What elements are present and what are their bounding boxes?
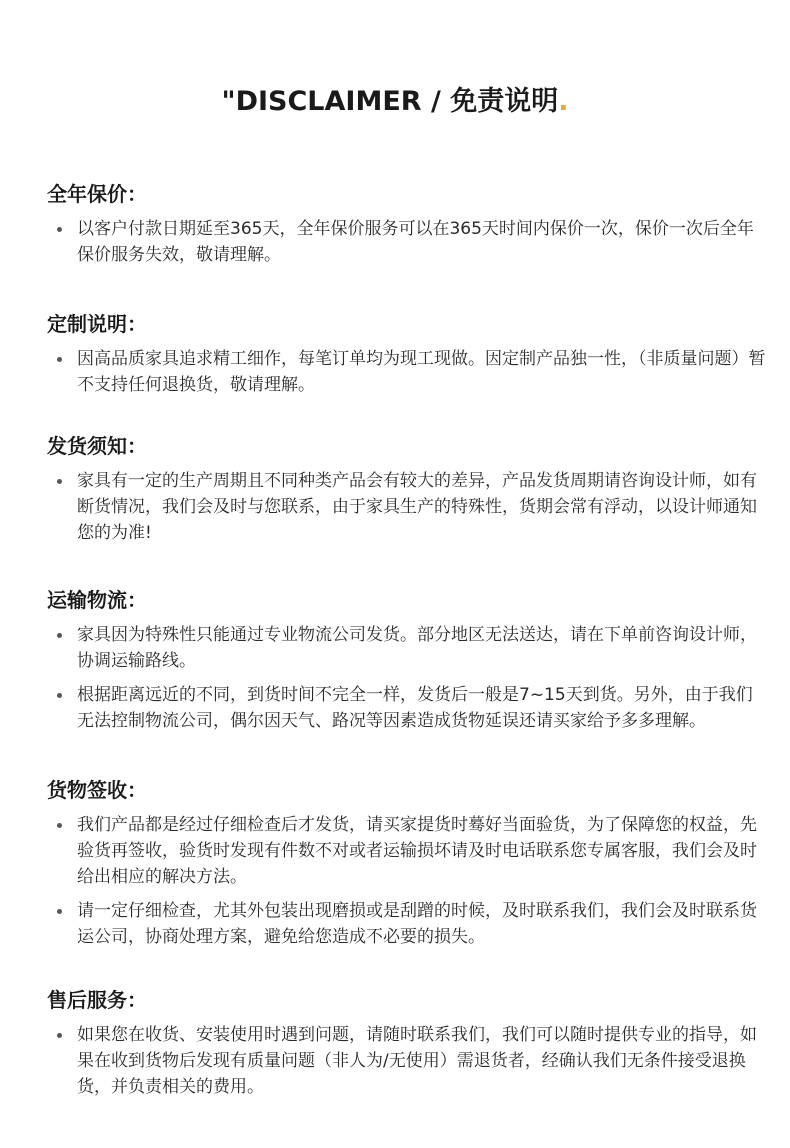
- list-item-text: 我们产品都是经过仔细检查后才发货，请买家提货时蓦好当面验货，为了保障您的权益，先验货再签收，验货时发现有件数不对或者运输损坏请及时电话联系您专属客服，我们会及时给出相应的解决方法。: [77, 815, 757, 887]
- list-item-text: 以客户付款日期延至365天，全年保价服务可以在365天时间内保价一次，保价一次后全年保价服务失效，敬请理解。: [77, 219, 754, 265]
- list-item: [47, 898, 767, 950]
- list-item: [47, 622, 767, 674]
- list-item: [47, 1022, 767, 1100]
- section-annual-price-protection: [47, 180, 767, 276]
- bullet-icon: [57, 823, 62, 828]
- section-heading: 定制说明：: [47, 312, 147, 336]
- section-heading: 发货须知：: [47, 434, 147, 458]
- list-item: [47, 216, 767, 268]
- section-heading: 货物签收：: [47, 778, 147, 802]
- bullet-icon: [57, 633, 62, 638]
- bullet-icon: [57, 909, 62, 914]
- bullet-icon: [57, 227, 62, 232]
- page-title-text: "DISCLAIMER / 免责说明: [221, 86, 559, 117]
- list-item-text: 请一定仔细检查，尤其外包装出现磨损或是刮蹭的时候，及时联系我们，我们会及时联系货运公司，协商处理方案，避免给您造成不必要的损失。: [77, 901, 757, 947]
- page-title: [0, 84, 790, 120]
- list-item: [47, 812, 767, 890]
- list-item: [47, 346, 767, 398]
- list-item-text: 因高品质家具追求精工细作，每笔订单均为现工现做。因定制产品独一性，（非质量问题）暂不支持任何退换货，敬请理解。: [77, 349, 766, 395]
- list-item: [47, 468, 767, 546]
- list-item-text: 根据距离远近的不同，到货时间不完全一样，发货后一般是7~15天到货。另外，由于我们无法控制物流公司，偶尔因天气、路况等因素造成货物延误还请买家给予多多理解。: [77, 685, 753, 731]
- section-heading: 运输物流：: [47, 588, 147, 612]
- list-item-text: 家具有一定的生产周期且不同种类产品会有较大的差异，产品发货周期请咨询设计师，如有断货情况，我们会及时与您联系，由于家具生产的特殊性，货期会常有浮动，以设计师通知您的为准!: [77, 471, 757, 543]
- section-heading: 全年保价：: [47, 182, 147, 206]
- list-item: [47, 682, 767, 734]
- section-heading: 售后服务：: [47, 988, 147, 1012]
- list-item-text: 家具因为特殊性只能通过专业物流公司发货。部分地区无法送达，请在下单前咨询设计师，协调运输路线。: [77, 625, 757, 671]
- section-shipping-notice: [47, 432, 767, 554]
- bullet-icon: [57, 479, 62, 484]
- list-item-text: 如果您在收货、安装使用时遇到问题，请随时联系我们，我们可以随时提供专业的指导，如果在收到货物后发现有质量问题（非人为/无使用）需退货者，经确认我们无条件接受退换货，并负责相关的费用。: [77, 1025, 757, 1097]
- bullet-icon: [57, 357, 62, 362]
- section-logistics: [47, 586, 767, 742]
- section-goods-receipt: [47, 776, 767, 958]
- bullet-icon: [57, 1033, 62, 1038]
- section-customization: [47, 310, 767, 406]
- bullet-icon: [57, 693, 62, 698]
- title-accent-dot: .: [558, 86, 569, 117]
- section-after-sales: [47, 986, 767, 1108]
